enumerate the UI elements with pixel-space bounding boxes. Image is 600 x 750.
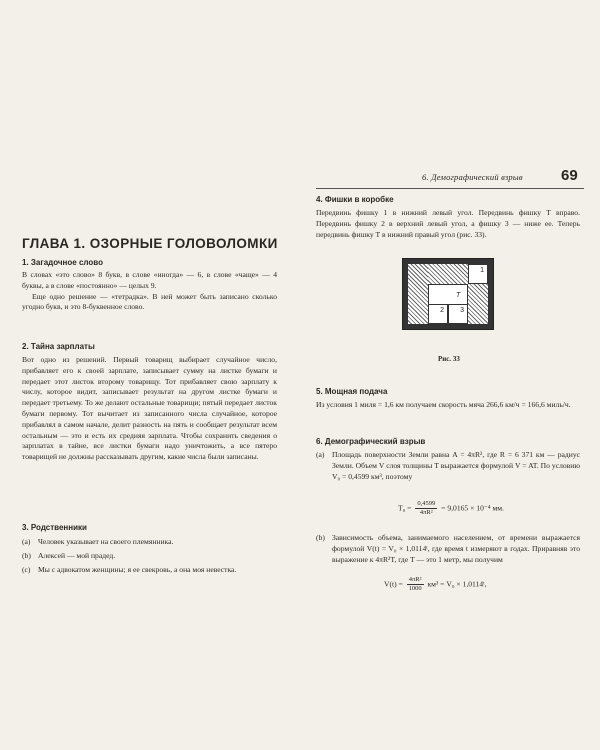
chapter-title: ГЛАВА 1. ОЗОРНЫЕ ГОЛОВОЛОМКИ: [22, 236, 278, 251]
item-text: Алексей — мой прадед.: [38, 551, 116, 560]
formula-rhs: = 9,0165 × 10⁻⁴ мм.: [441, 503, 504, 513]
section-1-para-2: Еще одно решение — «тетрадка». В ней может быть записано сколько угодно букв, и это 8-буквенное слово.: [22, 291, 277, 312]
item-label: (a): [316, 450, 325, 459]
formula-lhs: V(t) =: [384, 579, 403, 589]
hatched-piece-right: [468, 284, 488, 324]
figure-33-box: [402, 258, 494, 330]
fraction-denominator: 4πR²: [419, 509, 433, 516]
chip-t-top: [428, 284, 468, 304]
section-2-heading: 2. Тайна зарплаты: [22, 342, 95, 351]
running-header-title: 6. Демографический взрыв: [422, 172, 523, 182]
section-4-para: Передвинь фишку 1 в нижний левый угол. Передвинь фишку T вправо. Передвинь фишку 2 в верхний левый угол, а фишку 3 — ниже ее. Теперь передвинь фишку T в нижний правый угол (рис. 33).: [316, 208, 580, 239]
section-6-item-b: [316, 533, 580, 565]
section-6-item-a: [316, 450, 580, 482]
section-1-text: [22, 270, 277, 313]
hatched-piece-top: [428, 264, 468, 284]
page-number: 69: [561, 167, 578, 184]
formula-t0: [398, 500, 504, 517]
section-3-heading: 3. Родственники: [22, 523, 87, 532]
item-label: (b): [316, 533, 325, 542]
section-1-para-1: В словах «это слово» 8 букв, в слове «иногда» — 6, в слове «чаще» — 4 буквы, а в слове «постоянно» — целых 9.: [22, 270, 277, 290]
formula-rhs: км³ = V₀ × 1,0114ᵗ,: [427, 579, 487, 589]
chip-3: 3: [448, 304, 468, 324]
section-5-heading: 5. Мощная подача: [316, 387, 388, 396]
item-text: Мы с адвокатом женщины; я ее свекровь, а она моя невестка.: [38, 565, 237, 574]
hatched-piece-left: [408, 264, 428, 324]
formula-fraction: [407, 576, 424, 593]
section-3-item-a: [22, 537, 280, 548]
section-6-heading: 6. Демографический взрыв: [316, 437, 426, 446]
formula-vt: [384, 576, 487, 593]
formula-fraction: [415, 500, 437, 517]
box-interior: [408, 264, 488, 324]
item-text: Зависимость объема, занимаемого населением, от времени выражается формулой V(t) = V₀ × 1,0114ᵗ, где время t измеряют в годах. Приравняв это выражение к 4πR²T, где T — это 1 метр, мы получим: [332, 533, 580, 564]
item-text: Площадь поверхности Земли равна A = 4πR², где R = 6 371 км — радиус Земли. Объем V слоя толщины T выражается формулой V = AT. По условию V₀ = 0,4599 км³, поэтому: [332, 450, 580, 481]
section-2-para: Вот одно из решений. Первый товарищ выбирает случайное число, прибавляет его к своей зарплате, записывает сумму на листке бумаги и передает этот листок второму товарищу. Тот прибавляет свою зарплату к числу, которое видит, записывает результат на другом листке бумаги и передает третьему. То же делают остальные товарищи; пятый передает листок бумаги первому. Тот вычитает из записанного числа случайное, которое прибавлял в самом начале, делит разность на пять и сообщает результат всем остальным — это и есть их средняя зарплата. Чтобы сохранить сведения о зарплатах в тайне, все листки бумаги надо уничтожить, а все пятеро товарищей не должны рассказывать другим, какие числа были записаны.: [22, 355, 277, 462]
formula-lhs: T₀ =: [398, 503, 412, 513]
item-label: (c): [22, 565, 31, 574]
fraction-denominator: 1000: [408, 585, 422, 592]
chip-1: 1: [468, 264, 488, 284]
section-1-heading: 1. Загадочное слово: [22, 258, 103, 267]
fraction-numerator: 0,4599: [417, 500, 436, 507]
fraction-numerator: 4πR²: [408, 576, 422, 583]
header-rule: [316, 188, 584, 189]
figure-33-caption: Рис. 33: [438, 355, 460, 363]
item-text: Человек указывает на своего племянника.: [38, 537, 174, 546]
chip-t-label: T: [456, 292, 461, 299]
chip-2: 2: [428, 304, 448, 324]
item-label: (b): [22, 551, 31, 560]
section-5-para: Из условия 1 миля = 1,6 км получаем скорость мяча 266,6 км/ч = 166,6 миль/ч.: [316, 400, 571, 409]
section-4-heading: 4. Фишки в коробке: [316, 195, 394, 204]
item-label: (a): [22, 537, 31, 546]
section-3-item-c: [22, 565, 280, 576]
section-3-item-b: [22, 551, 280, 562]
